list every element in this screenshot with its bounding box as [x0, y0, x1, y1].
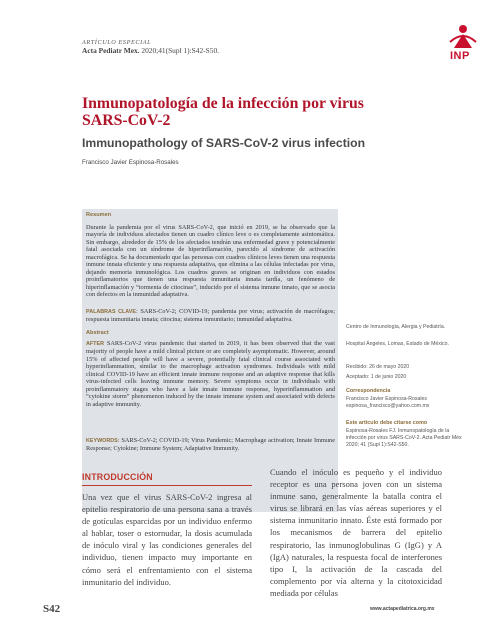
- resumen-heading: Resumen: [86, 212, 112, 218]
- article-subtitle: Immunopathology of SARS-CoV-2 virus infection: [82, 136, 366, 150]
- abstract-lead: AFTER: [86, 341, 104, 347]
- resumen-keywords: [86, 308, 335, 324]
- abstract-keywords-list: SARS-CoV-2; COVID-19; Virus Pandemic; Macrophage activation; Innate Immune Response; Cytokine; Immune System; Adaptative Immunity.: [86, 437, 335, 453]
- sidebar-affiliation: Centro de Inmunología, Alergia y Pediatría.: [346, 324, 446, 330]
- sidebar-accepted: Aceptado: 1 de junio 2020: [346, 374, 407, 380]
- article-author: Francisco Javier Espinosa-Rosales: [82, 159, 179, 166]
- sidebar-address: Hospital Ángeles, Lomas, Estado de México.: [346, 341, 449, 347]
- resumen-text: Durante la pandemia por el virus SARS-CoV-2, que inició en 2019, se ha observado que la mayoría de individuos afectados tienen un cuadro clínico leve o es completamente asintomática. Sin embargo, alrededor de 15% de los afectados tendrán una enfermedad grave y potencialmente fatal asociada con un síndrome de hiperinflamación, parecido al síndrome de activación macrofágica. Se ha documentado que las personas con cuadros clínicos leves tienen una respuesta inmune innata eficiente y una respuesta adaptativa, que elimina a las células infectadas por virus, dejando memoria inmunológica. Los cuadros graves se originan en individuos con estados proinflamatorios que tienen una respuesta inmunitaria innata tardía, un fenómeno de hiperinflamación y “tormenta de citocinas”, inducido por el sistema inmune innato, que se asocia con defectos en la inmunidad adaptativa.: [86, 224, 335, 299]
- resumen-keywords-label: PALABRAS CLAVE:: [86, 309, 138, 315]
- article-type-kicker: ARTÍCULO ESPECIAL: [82, 39, 152, 46]
- sidebar-cite-heading: Este artículo debe citarse como: [346, 420, 428, 426]
- abstract-keywords: [86, 437, 335, 453]
- abstract-keywords-label: KEYWORDS:: [86, 438, 120, 444]
- intro-divider: [82, 485, 252, 486]
- inp-logo-text: INP: [450, 50, 470, 62]
- sidebar-received: Recibido: 26 de mayo 2020: [346, 364, 410, 370]
- journal-volume: 2020;41(Supl 1):S42-S50.: [139, 46, 219, 55]
- abstract-body: SARS-CoV-2 virus pandemic that started in 2019, it has been observed that the vast majority of people have a mild clinical picture or are completely asymptomatic. However, around 15% of affected people will have a severe, potentially fatal clinical course associated with hyperinflammation, similar to the macrophage activation syndromes. Individuals with mild clinical COVID-19 have an efficient innate immune response and an adaptive response that kills virus-infected cells leaving immune memory. Severe symptoms occur in individuals with proinflammatory stages who have a late innate immune response, hyperinflammation and “cytokine storm” phenomenon induced by the innate immune system and associated with defects in adaptive immunity.: [86, 340, 335, 408]
- journal-citation: [82, 46, 219, 55]
- abstract-text: [86, 340, 335, 408]
- inp-logo: [448, 20, 478, 64]
- sidebar-correspondence-name: Francisco Javier Espinosa-Rosales: [346, 396, 428, 402]
- journal-website[interactable]: www.actapediatrica.org.mx: [370, 606, 435, 612]
- resumen-keywords-list: SARS-CoV-2; COVID-19; pandemia por virus; activación de macrófagos; respuesta inmunitaria innata; citocina; sistema inmunitario; inmunidad adaptativa.: [86, 308, 335, 324]
- sidebar-correspondence-email[interactable]: espinosa_francisco@yahoo.com.mx: [346, 403, 430, 409]
- abstract-heading: Abstract: [86, 330, 109, 336]
- body-column-1: Una vez que el virus SARS-CoV-2 ingresa al epitelio respiratorio de una persona sana a través de gotículas esparcidas por un individuo enfermo al hablar, toser o estornudar, la dosis acumulada de inóculo viral y las condiciones generales del individuo, tienen impacto muy importante en cómo será el enfrentamiento con el sistema inmunitario del individuo.: [82, 492, 252, 587]
- page-folio: S42: [43, 603, 61, 615]
- inp-logo-emblem-icon: [448, 20, 478, 50]
- intro-heading: INTRODUCCIÓN: [82, 472, 153, 482]
- journal-name: Acta Pediatr Mex.: [82, 46, 140, 55]
- article-title: Inmunopatología de la infección por virus SARS-CoV-2: [82, 95, 364, 129]
- sidebar-cite-text: Espinosa-Rosales FJ. Inmunopatología de la infección por virus SARS-CoV-2. Acta Pediatr Méx 2020; 41 (Supl 1):S42-S50.: [346, 428, 462, 448]
- body-column-2: Cuando el inóculo es pequeño y el individuo receptor es una persona joven con un sistema inmune sano, generalmente la batalla contra el virus se librará en las vías aéreas superiores y el sistema inmunitario innato. Éste está formado por los mecanismos de barrera del epitelio respiratorio, las inmunoglobulinas G (IgG) y A (IgA) naturales, la respuesta focal de interferones tipo I, la activación de la cascada del complemento por vía alterna y la citotoxicidad mediada por células: [270, 467, 442, 598]
- sidebar-correspondence-heading: Correspondencia: [346, 388, 391, 394]
